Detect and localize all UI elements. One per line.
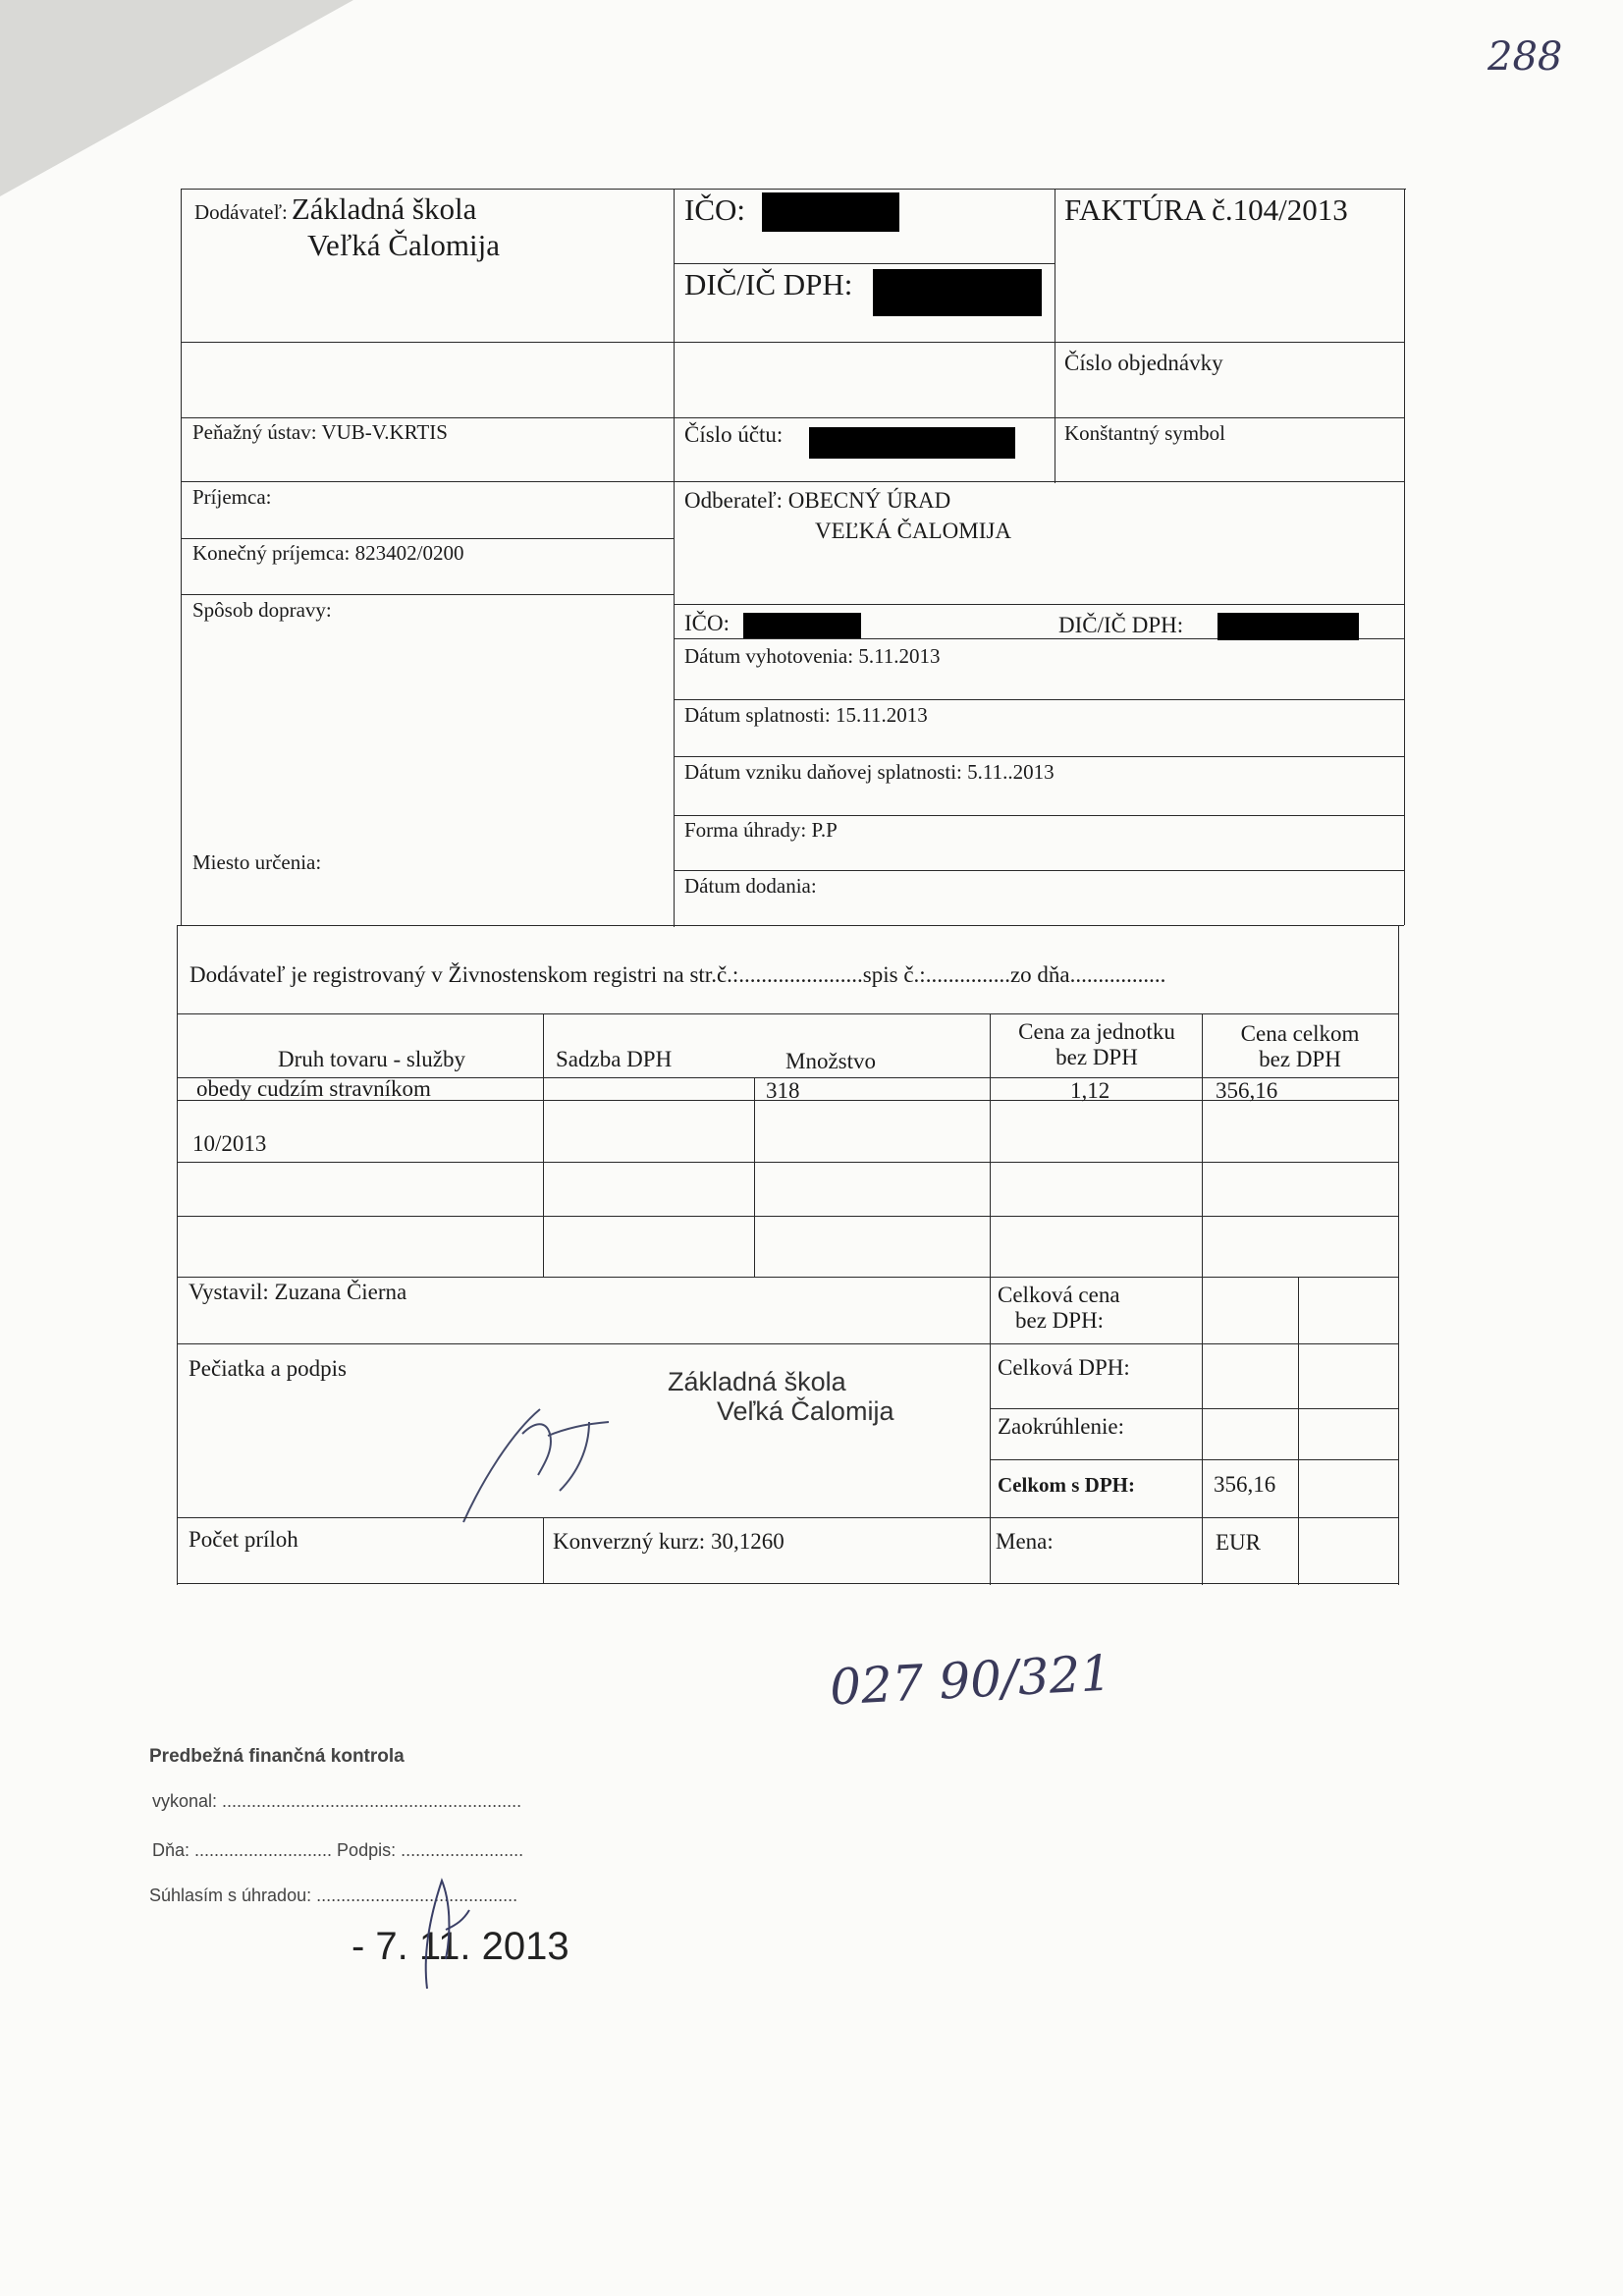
control-signature	[403, 1871, 481, 1998]
account-label: Číslo účtu:	[684, 422, 784, 447]
delivery-date-label: Dátum dodania:	[684, 874, 817, 898]
order-number-label: Číslo objednávky	[1064, 351, 1223, 375]
payment-field: Forma úhrady: P.P	[684, 818, 838, 842]
registry-text: Dodávateľ je registrovaný v Živnostenskom registri na str.č.:......................spis č.:...............zo dňa.................	[189, 962, 1166, 987]
total-without-vat-label: Celková cena bez DPH:	[998, 1283, 1120, 1333]
bank-field: Peňažný ústav: VUB-V.KRTIS	[192, 420, 448, 444]
redacted-customer-ico	[743, 613, 861, 638]
supplier-name-line2: Veľká Čalomija	[307, 228, 500, 262]
due-date-field: Dátum splatnosti: 15.11.2013	[684, 703, 928, 727]
control-stamp-day: Dňa: ............................ Podpis: .........................	[152, 1840, 524, 1860]
total-with-vat-label: Celkom s DPH:	[998, 1473, 1135, 1497]
item-quantity: 318	[766, 1078, 800, 1103]
control-stamp-title: Predbežná finančná kontrola	[149, 1746, 405, 1767]
col-total-header: Cena celkom bez DPH	[1240, 1021, 1360, 1071]
issue-date-field: Dátum vyhotovenia: 5.11.2013	[684, 644, 941, 668]
rounding-label: Zaokrúhlenie:	[998, 1414, 1125, 1439]
exchange-rate-field: Konverzný kurz: 30,1260	[553, 1529, 784, 1554]
handwritten-reference: 027 90/321	[828, 1644, 1113, 1717]
tax-date-value: 5.11..2013	[967, 760, 1055, 784]
currency-value: EUR	[1216, 1530, 1261, 1555]
total-with-vat-value: 356,16	[1214, 1472, 1276, 1497]
bank-value: VUB-V.KRTIS	[321, 420, 448, 444]
col-unit-price-header: Cena za jednotku bez DPH	[1018, 1019, 1175, 1069]
customer-ico-label: IČO:	[684, 611, 730, 635]
control-stamp-consent: Súhlasím s úhradou: .........................................	[149, 1886, 518, 1905]
school-stamp-line1: Základná škola	[668, 1367, 846, 1396]
total-vat-label: Celková DPH:	[998, 1355, 1130, 1380]
constant-symbol-label: Konštantný symbol	[1064, 421, 1225, 445]
issued-by-value: Zuzana Čierna	[274, 1280, 407, 1304]
col-quantity-header: Množstvo	[785, 1049, 876, 1073]
ico-label: IČO:	[684, 192, 745, 227]
dic-label: DIČ/IČ DPH:	[684, 267, 853, 301]
invoice-title: FAKTÚRA č.104/2013	[1064, 192, 1348, 227]
col-vat-header: Sadzba DPH	[556, 1047, 673, 1071]
school-stamp-line2: Veľká Čalomija	[717, 1396, 894, 1426]
item-goods: 10/2013	[192, 1131, 267, 1156]
issued-by-field: Vystavil: Zuzana Čierna	[189, 1280, 407, 1304]
redacted-ico	[762, 192, 899, 232]
issue-date-value: 5.11.2013	[858, 644, 941, 668]
customer-line2: VEĽKÁ ČALOMIJA	[815, 519, 1011, 543]
supplier-name-line1: Základná škola	[291, 191, 477, 226]
customer-line1: OBECNÝ ÚRAD	[787, 488, 951, 513]
signature-scribble	[452, 1394, 628, 1542]
due-date-value: 15.11.2013	[836, 703, 928, 727]
redacted-account	[809, 427, 1015, 459]
control-stamp-date: - 7. 11. 2013	[352, 1925, 569, 1968]
final-recipient-value: 823402/0200	[354, 541, 464, 565]
col-goods-header: Druh tovaru - služby	[278, 1047, 465, 1071]
customer-field: Odberateľ: OBECNÝ ÚRAD	[684, 488, 951, 513]
redacted-customer-dic	[1217, 613, 1359, 640]
control-stamp-done: vykonal: .............................................................	[152, 1791, 522, 1811]
item-total: 356,16	[1216, 1078, 1278, 1103]
recipient-label: Príjemca:	[192, 485, 272, 509]
stamp-label: Pečiatka a podpis	[189, 1356, 347, 1381]
currency-label: Mena:	[996, 1529, 1054, 1554]
payment-value: P.P	[811, 818, 838, 842]
customer-dic-label: DIČ/IČ DPH:	[1058, 613, 1184, 637]
tax-date-field: Dátum vzniku daňovej splatnosti: 5.11..2013	[684, 760, 1055, 784]
supplier-label: Dodávateľ:	[194, 200, 288, 224]
folded-corner	[0, 0, 353, 196]
exchange-rate-value: 30,1260	[710, 1529, 784, 1554]
item-goods: obedy cudzím stravníkom	[196, 1076, 431, 1101]
attachments-label: Počet príloh	[189, 1527, 298, 1552]
final-recipient-field: Konečný príjemca: 823402/0200	[192, 541, 464, 565]
transport-label: Spôsob dopravy:	[192, 598, 332, 622]
redacted-dic	[873, 269, 1042, 316]
destination-label: Miesto určenia:	[192, 850, 322, 874]
page-number-mark: 288	[1488, 34, 1563, 80]
item-unit-price: 1,12	[1070, 1078, 1110, 1103]
supplier-block	[194, 191, 476, 227]
